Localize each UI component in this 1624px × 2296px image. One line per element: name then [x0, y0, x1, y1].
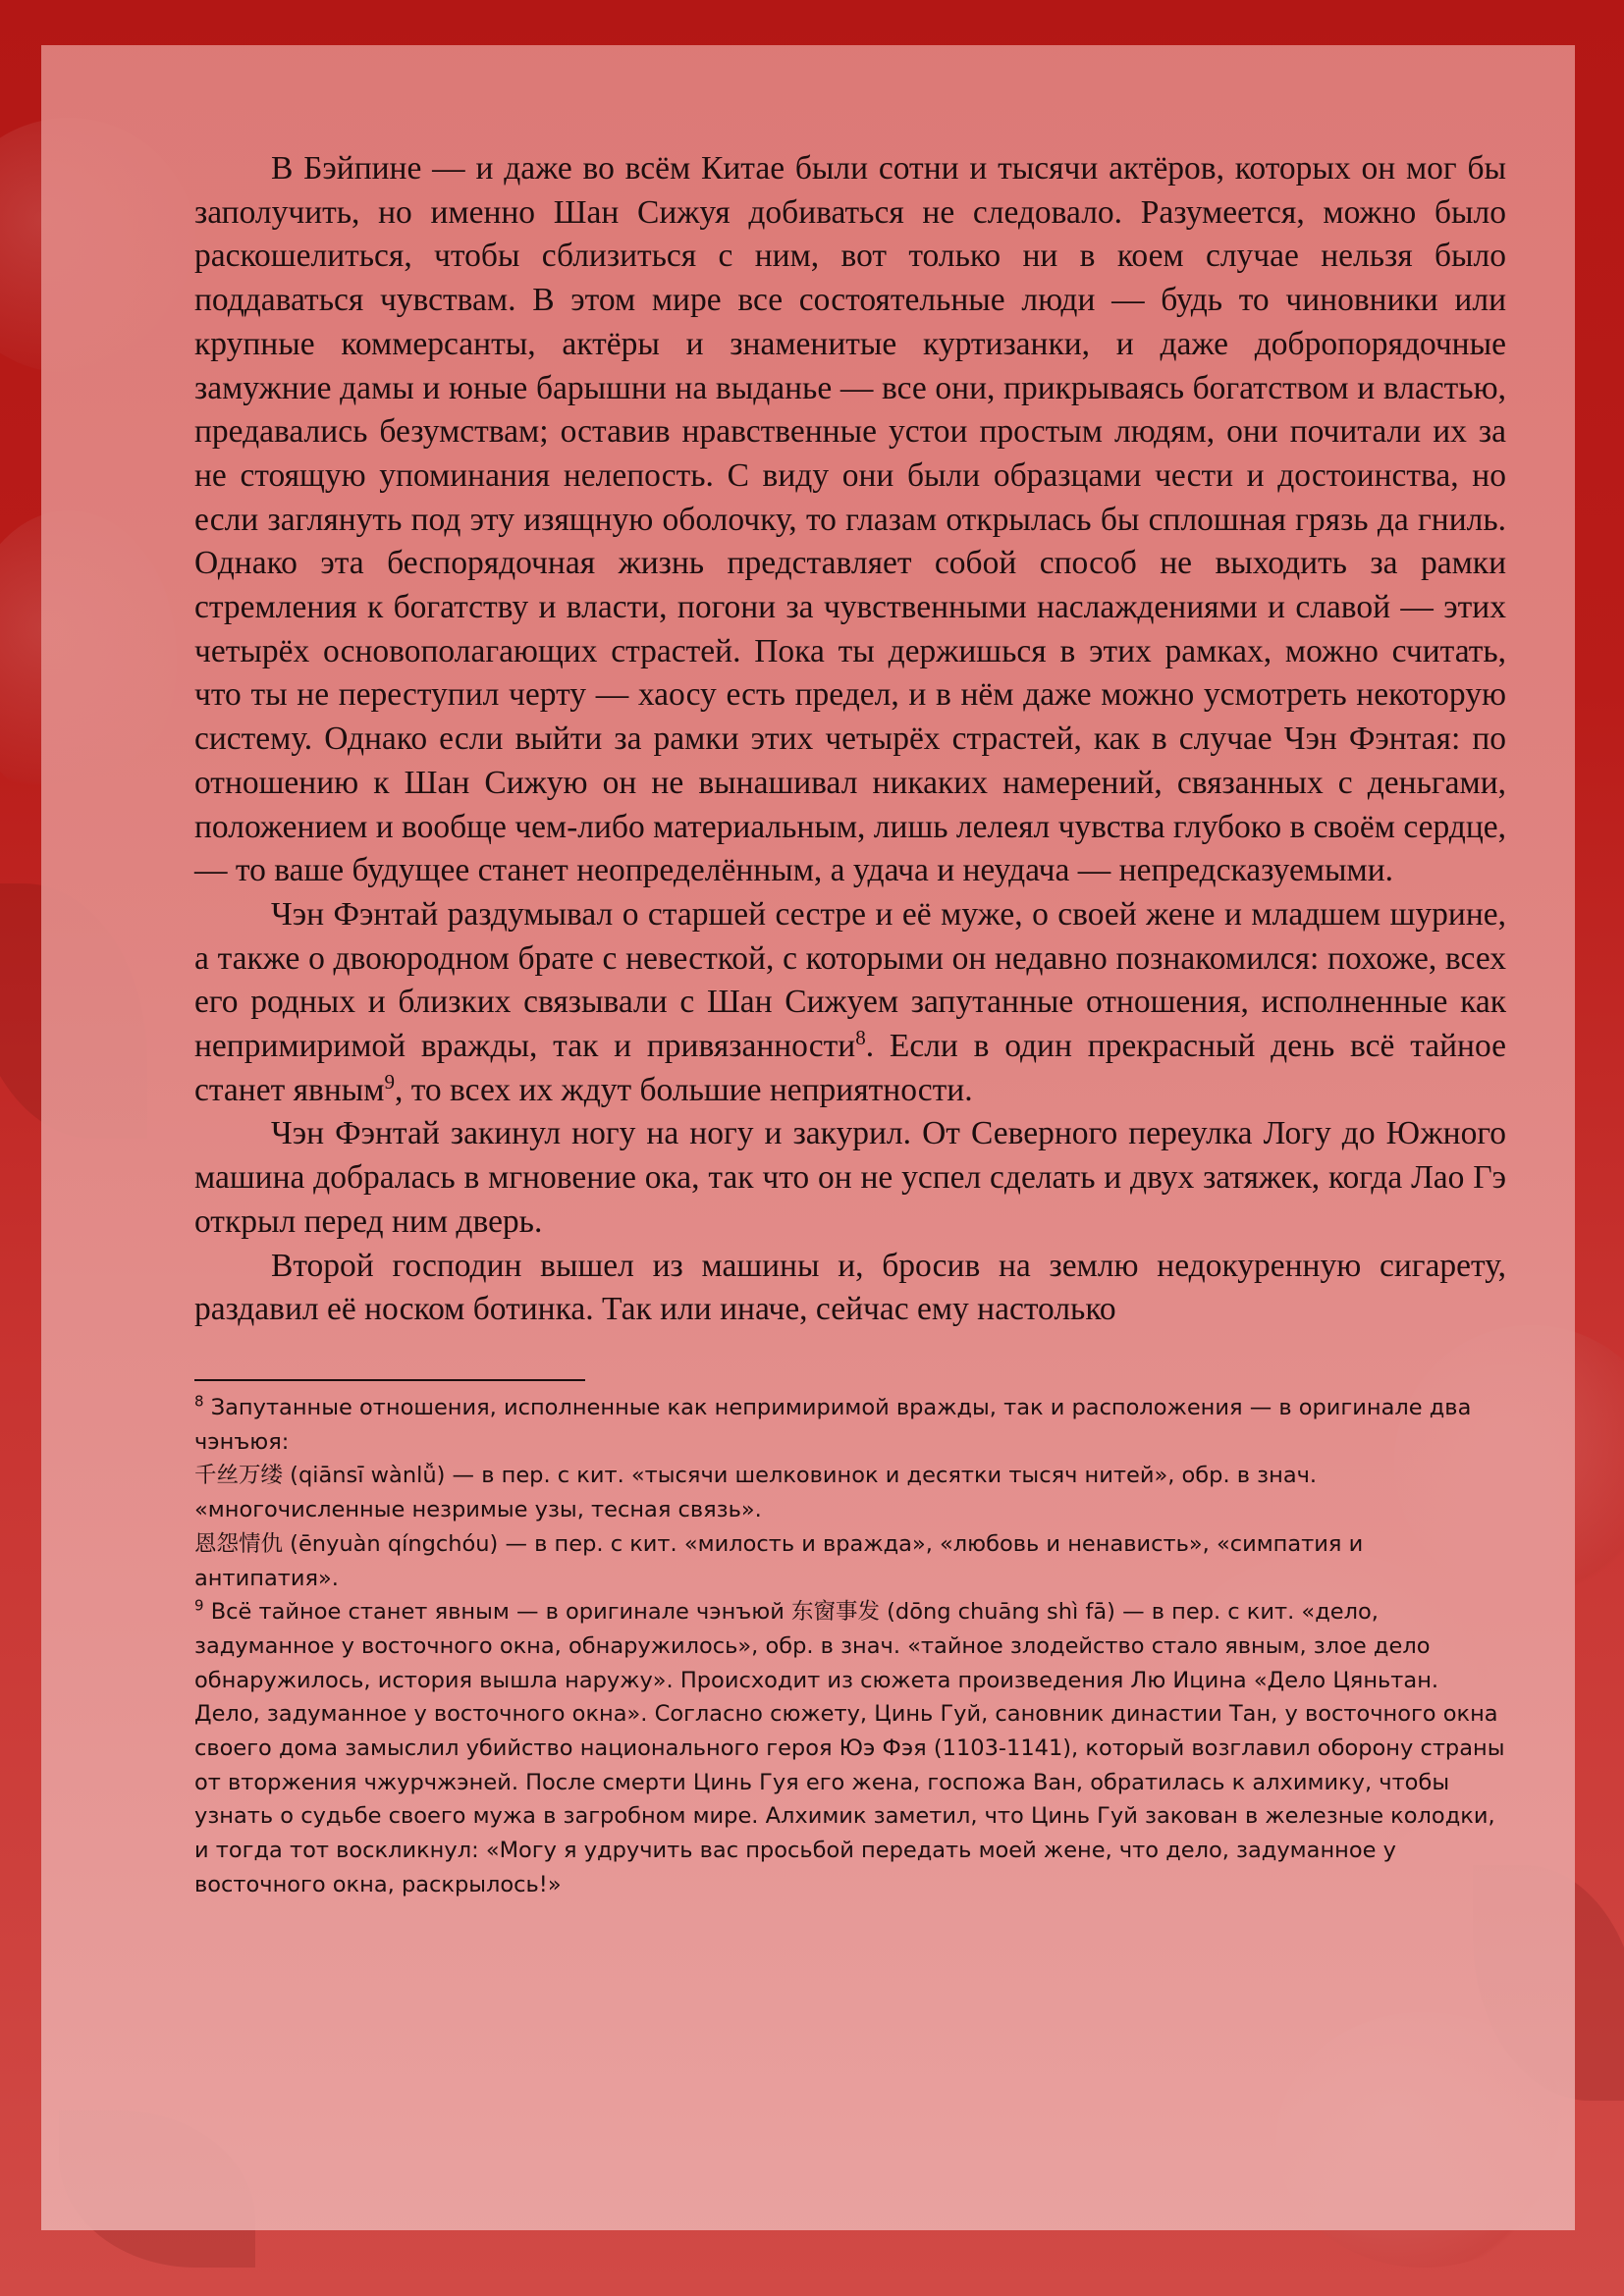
chinese-term: 千丝万缕	[194, 1463, 284, 1489]
footnote-marker: 8	[855, 1025, 866, 1049]
text-run: Всё тайное станет явным — в оригинале чэнъюй	[203, 1599, 791, 1626]
text-run: (ēnyuàn qíngchóu) — в пер. с кит. «милость и вражда», «любовь и ненависть», «симпатия и антипатия».	[194, 1530, 1364, 1591]
page-content	[194, 147, 1506, 1902]
chinese-term: 东窗事发	[790, 1599, 880, 1626]
footnote	[194, 1595, 1506, 1901]
footnote	[194, 1527, 1506, 1595]
text-run: Запутанные отношения, исполненные как непримиримой вражды, так и расположения — в оригинале два чэнъюя:	[194, 1394, 1472, 1455]
footnote	[194, 1391, 1506, 1459]
footnotes	[194, 1391, 1506, 1902]
footnote-marker: 8	[194, 1392, 204, 1411]
footnote-marker: 9	[194, 1596, 204, 1615]
text-run: . Если в один прекрасный день всё тайное станет явным	[194, 1028, 1506, 1108]
paragraph	[194, 893, 1506, 1113]
footnote	[194, 1459, 1506, 1526]
text-run: В Бэйпине — и даже во всём Китае были сотни и тысячи актёров, которых он мог бы заполучить, но именно Шан Сижуя добиваться не следовало. Разумеется, можно было раскошелиться, чтобы сблизиться с ним, вот только ни в коем случае нельзя было поддаваться чувствам. В этом мире все состоятельные люди — будь то чиновники или крупные коммерсанты, актёры и знаменитые куртизанки, и даже добропорядочные замужние дамы и юные барышни на выданье — все они, прикрываясь богатством и властью, предавались безумствам; оставив нравственные устои простым людям, они почитали их за не стоящую упоминания нелепость. С виду они были образцами чести и достоинства, но если заглянуть под эту изящную оболочку, то глазам открылась бы сплошная грязь да гниль. Однако эта беспорядочная жизнь представляет собой способ не выходить за рамки стремления к богатству и власти, погони за чувственными наслаждениями и славой — этих четырёх основополагающих страстей. Пока ты держишься в этих рамках, можно считать, что ты не переступил черту — хаосу есть предел, и в нём даже можно усмотреть некоторую систему. Однако если выйти за рамки этих четырёх страстей, как в случае Чэн Фэнтая: по отношению к Шан Сижую он не вынашивал никаких намерений, связанных с деньгами, положением и вообще чем-либо материальным, лишь лелеял чувства глубоко в своём сердце, — то ваше будущее станет неопределённым, а удача и неудача — непредсказуемыми.	[194, 150, 1506, 889]
text-run: Чэн Фэнтай раздумывал о старшей сестре и её муже, о своей жене и младшем шурине, а также о двоюродном брате с невесткой, с которыми он недавно познакомился: похоже, всех его родных и близких связывали с Шан Сижуем запутанные отношения, исполненные как непримиримой вражды, так и привязанности	[194, 895, 1506, 1065]
text-run: (qiānsī wànlǚ) — в пер. с кит. «тысячи шелковинок и десятки тысяч нитей», обр. в знач. «многочисленные незримые узы, тесная связь».	[194, 1463, 1318, 1523]
paragraph	[194, 1112, 1506, 1244]
text-run: , то всех их ждут большие неприятности.	[394, 1071, 973, 1108]
text-run: Чэн Фэнтай закинул ногу на ногу и закурил. От Северного переулка Логу до Южного машина добралась в мгновение ока, так что он не успел сделать и двух затяжек, когда Лао Гэ открыл перед ним дверь.	[194, 1115, 1506, 1240]
text-run: (dōng chuāng shì fā) — в пер. с кит. «дело, задуманное у восточного окна, обнаружилось», обр. в знач. «тайное злодейство стало явным, злое дело обнаружилось, история вышла наружу». Происходит из сюжета произведения Лю Ицина «Дело Цяньтан. Дело, задуманное у восточного окна». Согласно сюжету, Цинь Гуй, сановник династии Тан, у восточного окна своего дома замыслил убийство национального героя Юэ Фэя (1103-1141), который возглавил оборону страны от вторжения чжурчжэней. После смерти Цинь Гуя его жена, госпожа Ван, обратилась к алхимику, чтобы узнать о судьбе своего мужа в загробном мире. Алхимик заметил, что Цинь Гуй закован в железные колодки, и тогда тот воскликнул: «Могу я удручить вас просьбой передать моей жене, что дело, задуманное у восточного окна, раскрылось!»	[194, 1599, 1505, 1897]
footnote-separator	[194, 1379, 585, 1381]
paragraph	[194, 1245, 1506, 1332]
footnote-marker: 9	[384, 1069, 395, 1094]
paragraph	[194, 147, 1506, 893]
text-run: Второй господин вышел из машины и, бросив на землю недокуренную сигарету, раздавил её носком ботинка. Так или иначе, сейчас ему настолько	[194, 1247, 1506, 1328]
chinese-term: 恩怨情仇	[194, 1530, 284, 1557]
main-text	[194, 147, 1506, 1332]
